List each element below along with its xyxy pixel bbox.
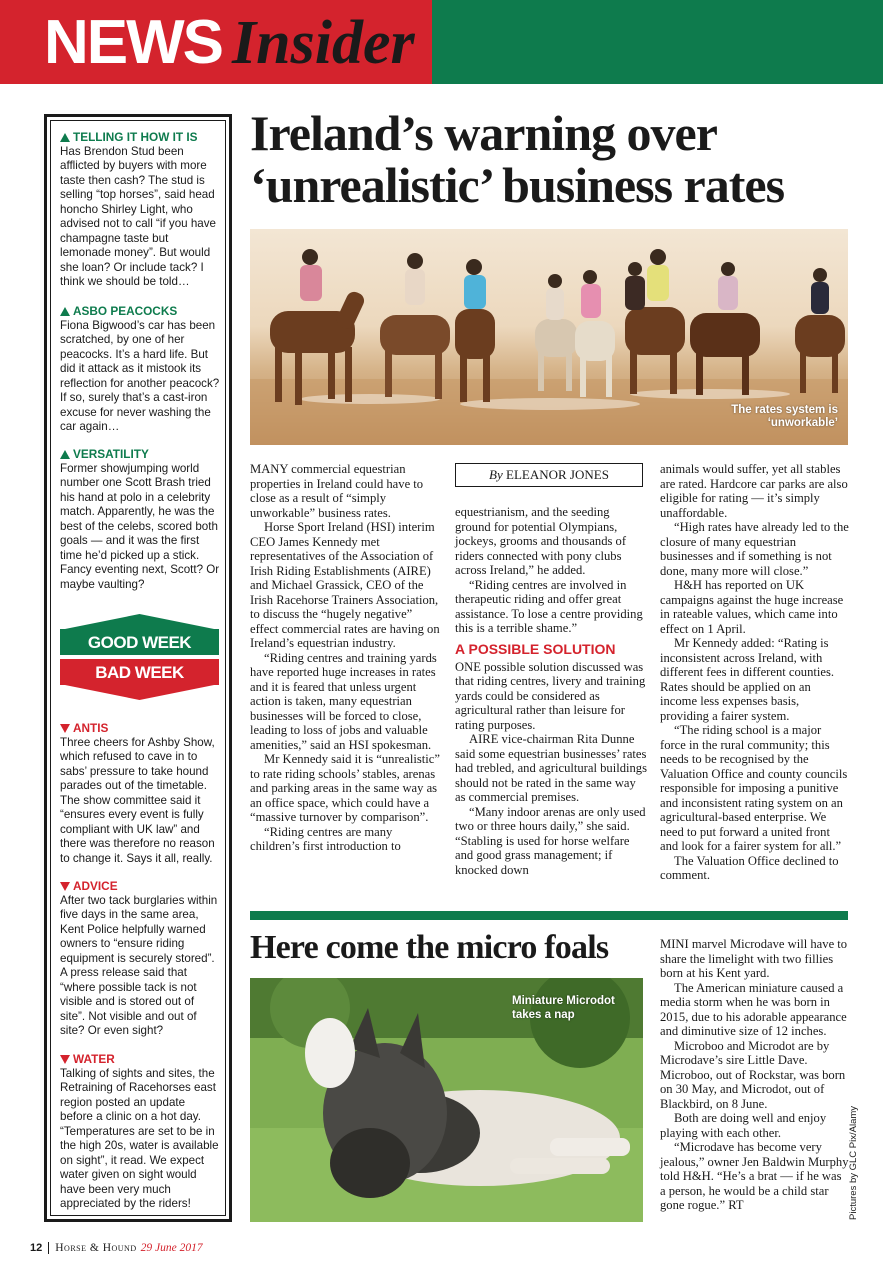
sidebar-text: Fiona Bigwood’s car has been scratched, by one of her peacocks. It’s a hard life. But did it attack as it mistook its reflection for another peacock? If so, surely that’s a cast-iron excuse for never washing the car again…	[60, 318, 220, 433]
page-number: 12	[30, 1242, 49, 1254]
paragraph: H&H has reported on UK campaigns against the huge increase in rateable values, which came into effect on 1 April.	[660, 578, 844, 636]
section-divider	[250, 911, 848, 920]
article-column-3	[660, 462, 850, 883]
paragraph: Microboo and Microdot are by Microdave’s sire Little Dave. Microboo, out of Rockstar, was born on 30 May, and Microdot, out of Blackbird, on 8 June.	[660, 1038, 846, 1111]
good-week-banner: GOOD WEEK	[60, 629, 219, 655]
sidebar-item-telling	[60, 130, 220, 290]
down-triangle-icon	[60, 882, 70, 891]
issue-date: 29 June 2017	[140, 1242, 203, 1254]
byline	[455, 463, 643, 487]
sidebar-text: Talking of sights and sites, the Retraining of Racehorses east region posted an update before a clinic on a hot day. “Temperatures are set to be in the high 20s, water is available on sight”, it read. We expect water given on sight would have been very much appreciated by the riders!	[60, 1066, 219, 1210]
down-triangle-icon	[60, 724, 70, 733]
sidebar-heading: TELLING IT HOW IT IS	[73, 130, 198, 144]
paragraph: Horse Sport Ireland (HSI) interim CEO James Kennedy met representatives of the Association of Irish Riding Establishments (AIRE) and Michael Grassick, CEO of the Irish Racehorse Trainers Association, to discuss the “hugely negative” effect commercial rates are having on Ireland’s equestrian industry.	[250, 520, 440, 650]
paragraph: The Valuation Office declined to comment.	[660, 853, 839, 882]
paragraph: “The riding school is a major force in the rural community; this needs to be recognised by the Valuation Office and county councils responsible for imposing a punitive and inconsistent rating system on an agricultural-based enterprise. We need to put forward a united front and look for a fairer system for all.”	[660, 723, 848, 853]
page-footer	[30, 1240, 203, 1256]
credit-text: Pictures by GLC Pix/Alamy	[848, 1105, 859, 1220]
paragraph: Mr Kennedy added: “Rating is inconsistent across Ireland, with different fees in different counties. Rates should be applied on an income less expenses basis, providing a fairer system.	[660, 636, 835, 723]
article2-headline: Here come the micro foals	[250, 929, 609, 966]
foal-photo	[250, 978, 643, 1222]
sidebar-item-water	[60, 1052, 220, 1212]
paragraph: “Riding centres are many children’s first introduction to	[250, 824, 401, 853]
down-triangle-icon	[60, 1055, 70, 1064]
sidebar-item-antis	[60, 721, 220, 866]
sidebar-item-versatility	[60, 447, 220, 592]
paragraph: ONE possible solution discussed was that riding centres, livery and training yards could be considered as agricultural rather than leisure for rating purposes.	[455, 659, 646, 732]
riders-on-beach-photo	[250, 229, 848, 445]
sidebar-heading: ANTIS	[73, 721, 109, 735]
bad-week-banner: BAD WEEK	[60, 659, 219, 685]
sidebar-text: Three cheers for Ashby Show, which refused to cave in to sabs’ pressure to take hound parades out of the timetable. The show committee said it “ensures every event is fully compliant with UK law” and there was therefore no reason to change it. Says it all, really.	[60, 735, 215, 865]
sidebar-heading: VERSATILITY	[73, 447, 149, 461]
paragraph: MANY commercial equestrian properties in Ireland could have to close as a result of “simply unworkable” business rates.	[250, 462, 424, 520]
byline-name: ELEANOR JONES	[506, 467, 609, 482]
article-column-1	[250, 462, 442, 854]
sidebar-heading: ASBO PEACOCKS	[73, 304, 178, 318]
paragraph: Mr Kennedy said it is “unrealistic” to rate riding schools’ stables, arenas and parking areas in the same way as an office space, which could have a “massive turnover by comparison”.	[250, 752, 440, 824]
byline-prefix: By	[489, 467, 503, 482]
masthead-insider: Insider	[232, 9, 415, 77]
photo-credit	[848, 1040, 862, 1220]
up-triangle-icon	[60, 133, 70, 142]
article-column-2	[455, 505, 647, 877]
paragraph: “High rates have already led to the closure of many equestrian businesses and if something is not done, many more will close.”	[660, 520, 849, 578]
sidebar-heading: WATER	[73, 1052, 115, 1066]
paragraph: AIRE vice-chairman Rita Dunne said some equestrian businesses’ rates had trebled, and agricultural buildings should not be rated in the same way as commercial premises.	[455, 732, 647, 804]
masthead-green-panel	[432, 0, 883, 84]
paragraph: MINI marvel Microdave will have to share the limelight with two fillies born at his Kent yard.	[660, 937, 848, 980]
photo-caption: Miniature Microdot takes a nap	[512, 995, 615, 1021]
masthead-news: NEWS	[44, 8, 222, 77]
paragraph: equestrianism, and the seeding ground for potential Olympians, jockeys, grooms and thousands of riders connected with pony clubs across Ireland,” he added.	[455, 505, 627, 577]
paragraph: “Riding centres are involved in therapeutic riding and offer great assistance. To lose a centre providing this is a terrible shame.”	[455, 577, 643, 635]
paragraph: “Microdave has become very jealous,” owner Jen Baldwin Murphy told H&H. “He’s a brat — if he was a person, he would be a child star gone rogue.” RT	[660, 1140, 849, 1212]
sidebar-text: Former showjumping world number one Scott Brash tried his hand at polo in a celebrity match. Apparently, he was the best of the celebs, scored both goals — and it was the first time he’d picked up a stick. Fancy eventing next, Scott? Or maybe vaulting?	[60, 461, 220, 591]
paragraph: Both are doing well and enjoy playing with each other.	[660, 1111, 827, 1140]
magazine-name: Horse & Hound	[55, 1242, 137, 1254]
sidebar-text: Has Brendon Stud been afflicted by buyers with more taste then cash? The stud is selling “top horses”, said head honcho Shirley Light, who advised not to call “if you have champagne taste but lemonade money”. But would she loan? Or include tack? I think we should be told…	[60, 144, 216, 288]
paragraph: The American miniature caused a media storm when he was born in 2015, due to his adorable appearance and diminutive size of 12 inches.	[660, 980, 847, 1038]
paragraph: “Riding centres and training yards have reported huge increases in rates and it is feared that unless urgent action is taken, many equestrian businesses will be forced to close, leading to loss of jobs and valuable amenities,” said an HSI spokesman.	[250, 650, 437, 752]
article-subhead: A POSSIBLE SOLUTION	[455, 640, 616, 657]
up-triangle-icon	[60, 307, 70, 316]
paragraph: “Many indoor arenas are only used two or three hours daily,” she said. “Stabling is used for horse welfare and good grass management; if knocked down	[455, 804, 646, 877]
photo-caption: The rates system is ‘unworkable’	[731, 404, 838, 429]
article2-column	[660, 937, 850, 1213]
sidebar-heading: ADVICE	[73, 879, 118, 893]
sidebar-item-advice	[60, 879, 220, 1039]
sidebar-text: After two tack burglaries within five days in the same area, Kent Police helpfully warned owners to “ensure riding equipment is securely stored”. A press release said that “where possible tack is not visible and is stored out of site”. Not visible and out of site? Or even sight?	[60, 893, 218, 1037]
sidebar-item-asbo	[60, 304, 220, 435]
paragraph: animals would suffer, yet all stables are rated. Hardcore car parks are also eligible for rating — it’s simply unaffordable.	[660, 462, 848, 520]
article-headline: Ireland’s warning over ‘unrealistic’ business rates	[250, 105, 785, 213]
up-triangle-icon	[60, 450, 70, 459]
